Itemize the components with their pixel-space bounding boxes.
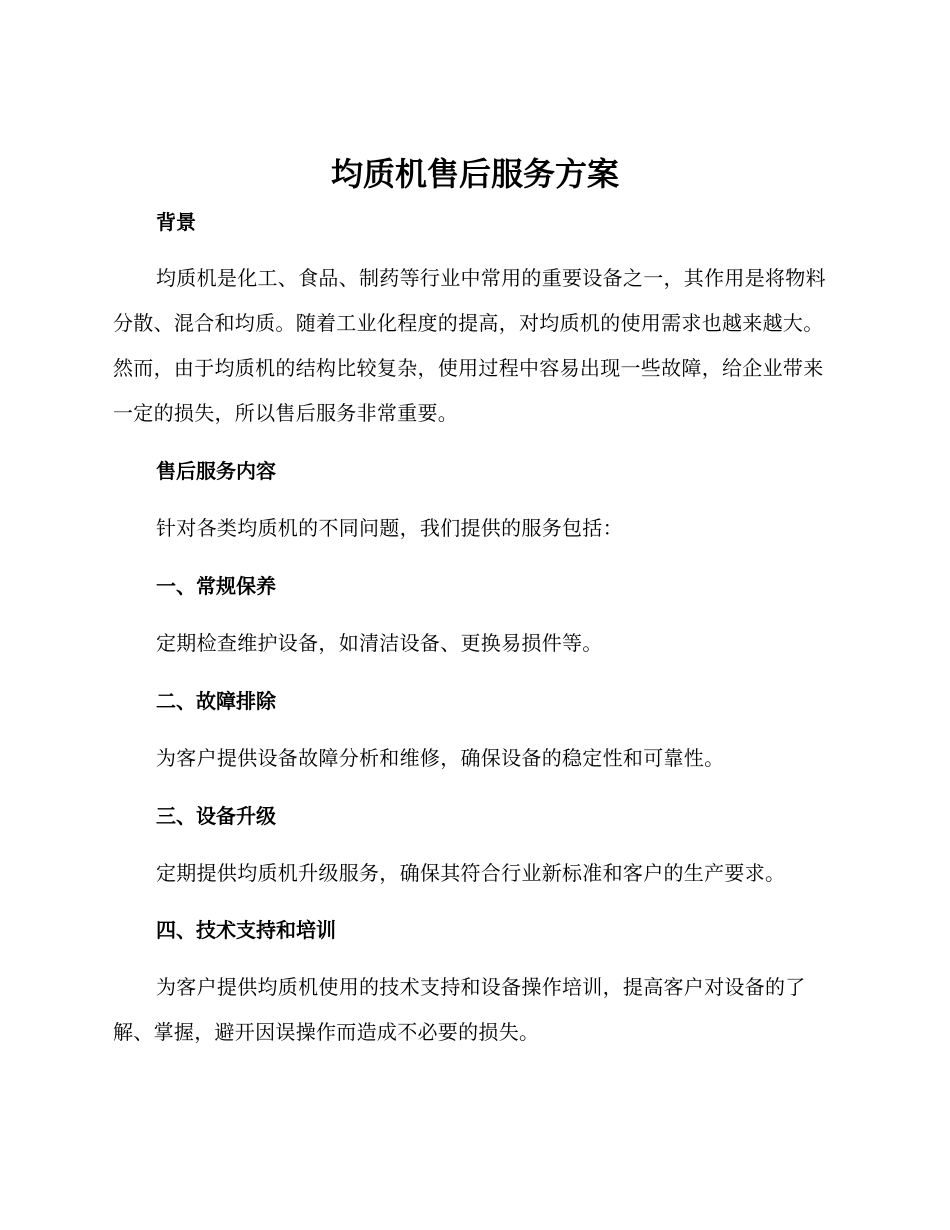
service-content-heading: 售后服务内容 <box>156 459 276 483</box>
document-title: 均质机售后服务方案 <box>330 155 619 193</box>
service-intro-paragraph: 针对各类均质机的不同问题，我们提供的服务包括： <box>156 516 623 540</box>
background-heading: 背景 <box>156 210 196 234</box>
tech-support-heading: 四、技术支持和培训 <box>156 918 336 942</box>
equipment-upgrade-heading: 三、设备升级 <box>156 804 276 828</box>
troubleshooting-paragraph: 为客户提供设备故障分析和维修，确保设备的稳定性和可靠性。 <box>156 746 725 770</box>
troubleshooting-heading: 二、故障排除 <box>156 689 276 713</box>
routine-maintenance-paragraph: 定期检查维护设备，如清洁设备、更换易损件等。 <box>156 631 603 655</box>
equipment-upgrade-paragraph: 定期提供均质机升级服务，确保其符合行业新标准和客户的生产要求。 <box>156 861 786 885</box>
background-paragraph: 均质机是化工、食品、制药等行业中常用的重要设备之一，其作用是将物料分散、混合和均质。随着工业化程度的提高，对均质机的使用需求也越来越大。然而，由于均质机的结构比较复杂，使用过程中容易出现一些故障，给企业带来一定的损失，所以售后服务非常重要。 <box>113 266 826 425</box>
tech-support-paragraph: 为客户提供均质机使用的技术支持和设备操作培训，提高客户对设备的了解、掌握，避开因误操作而造成不必要的损失。 <box>113 975 806 1044</box>
routine-maintenance-heading: 一、常规保养 <box>156 574 276 598</box>
